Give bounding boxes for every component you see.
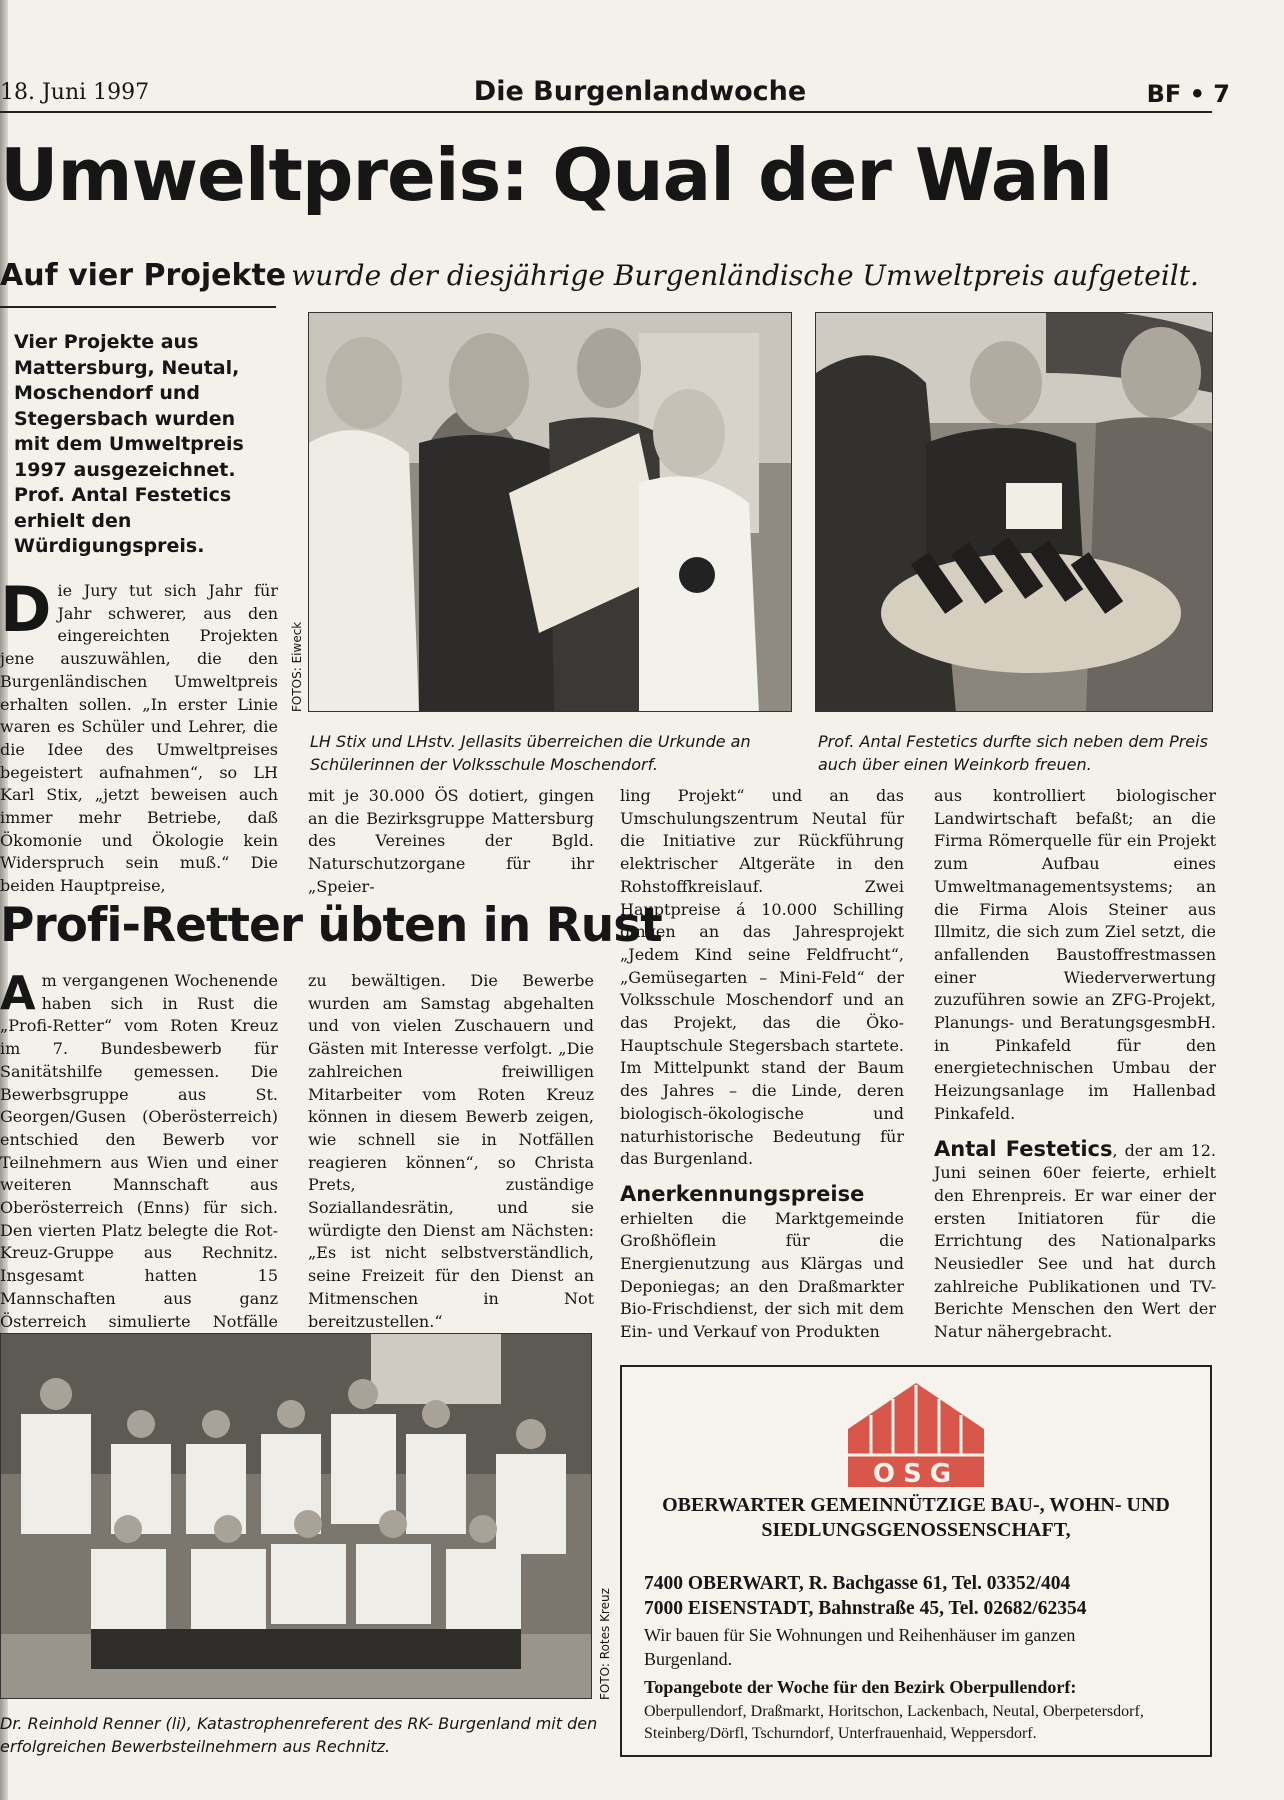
article1-column-1 (0, 573, 278, 898)
osg-logo (846, 1381, 986, 1493)
places-list: Oberpullendorf, Draßmarkt, Horitschon, Lackenbach, Neutal, Oberpetersdorf, Steinberg/Dörfl, Tschurndorf, Unterfrauenhaid, Weppersdorf. (644, 1703, 1144, 1742)
photo-wine-basket (815, 312, 1213, 712)
osg-advertisement (620, 1365, 1212, 1757)
article1-column-3 (620, 785, 904, 1344)
header-rule (0, 111, 1212, 113)
article1-column-3-text: ling Projekt“ und an das Umschulungszentrum Neutal für die Initiative zur Rückführung elektrischer Altgeräte in den Rohstoffkreislauf. Zwei Hauptpreise á 10.000 Schilling gingen an das Jahresprojekt „Jedem Kind seine Feldfrucht“, „Gemüsegarten – Mini-Feld“ der Volksschule Moschendorf und an das Projekt, das die Öko-Hauptschule Stegersbach startete. Im Mittelpunkt stand der Baum des Jahres – die Linde, deren biologisch-ökologische und naturhistorische Bedeutung für das Burgenland. (620, 786, 904, 1169)
subheadline (0, 258, 1240, 294)
photo-red-cross-team (0, 1333, 592, 1699)
ad-slogan: Wir bauen für Sie Wohnungen und Reihenhäuser im ganzen Burgenland. (644, 1625, 1076, 1669)
article2-column-1 (0, 966, 278, 1356)
anerkennungspreise-paragraph (620, 1183, 904, 1344)
festetics-heading: Antal Festetics (934, 1136, 1113, 1161)
subheadline-strong: Auf vier Projekte (0, 258, 287, 293)
article2-column-2: zu bewältigen. Die Bewerbe wurden am Samstag abgehalten und von vielen Zuschauern und Gästen mit Interesse verfolgt. „Die zahlreichen freiwilligen Mitarbeiter vom Roten Kreuz können in diesem Bewerb zeigen, wie schnell sie in Notfällen reagieren können“, so Christa Prets, zuständige Soziallandesrätin, und sie würdigte den Dienst am Nächsten: „Es ist nicht selbstverständlich, seine Freizeit für den Dienst an Mitmenschen in Not bereitzustellen.“ (308, 971, 594, 1331)
article2-column-1-text: m vergangenen Wochenende haben sich in Rust die „Profi-Retter“ vom Roten Kreuz im 7. Bundesbewerb für Sanitätshilfe gemessen. Die Bewerbsgruppe aus St. Georgen/Gusen (Oberösterreich) entschied den Bewerb vor Teilnehmern aus Wien und einer weiteren Mannschaft aus Oberösterreich (Enns) für sich. Den vierten Platz belegte die Rot-Kreuz-Gruppe aus Rechnitz. Insgesamt hatten 15 Mannschaften aus ganz Österreich simulierte Notfälle (0, 971, 278, 1331)
festetics-text: , der am 12. Juni seinen 60er feierte, erhielt den Ehrenpreis. Er war einer der ersten Initiatoren für die Errichtung des Nationalparks Neusiedler See und hat durch zahlreiche Publikationen und TV-Berichte Menschen den Wert der Natur nähergebracht. (934, 1140, 1217, 1342)
article2-drop-cap: A (0, 966, 36, 1020)
festetics-paragraph (934, 1138, 1216, 1344)
lead-paragraph: Vier Projekte aus Mattersburg, Neutal, Moschendorf und Stegersbach wurden mit dem Umweltpreis 1997 ausgezeichnet. Prof. Antal Festetics erhielt den Würdigungspreis. (14, 331, 244, 557)
photo1-caption: LH Stix und LHstv. Jellasits überreichen die Urkunde an Schülerinnen der Volksschule Moschendorf. (310, 732, 751, 774)
article1-column-4-text: aus kontrolliert biologischer Landwirtschaft befaßt; an die Firma Römerquelle für ein Projekt zum Aufbau eines Umweltmanagementsystems; an die Firma Alois Steiner aus Illmitz, die sich zum Ziel setzt, die anfallenden Baustoffrestmassen einer Wiederverwertung zuzuführen sowie an ZFG-Projekt, Planungs- und BeratungsgesmbH. in Pinkafeld für den energietechnischen Umbau der Heizungsanlage im Hallenbad Pinkafeld. (934, 786, 1216, 1123)
photo3-caption: Dr. Reinhold Renner (li), Katastrophenreferent des RK- Burgenland mit den erfolgreichen Bewerbsteilnehmern aus Rechnitz. (0, 1714, 598, 1756)
top-offers-heading: Topangebote der Woche für den Bezirk Oberpullendorf: (644, 1677, 1077, 1697)
photo3-credit: FOTO: Rotes Kreuz (598, 1588, 612, 1700)
second-headline: Profi-Retter übten in Rust (0, 898, 662, 953)
address-oberwart: 7400 OBERWART, R. Bachgasse 61, Tel. 03352/404 (644, 1573, 1071, 1594)
address-eisenstadt: 7000 EISENSTADT, Bahnstraße 45, Tel. 02682/62354 (644, 1598, 1087, 1619)
subheadline-rest: wurde der diesjährige Burgenländische Umweltpreis aufgeteilt. (291, 259, 1199, 292)
page-number: BF • 7 (1146, 80, 1230, 108)
osg-logo-text: OSG (872, 1459, 960, 1489)
photo-award-ceremony (308, 312, 792, 712)
anerkennungspreise-text: erhielten die Marktgemeinde Großhöflein für die Energienutzung aus Klärgas und Deponiegas; an den Draßmarkter Bio-Frischdienst, der sich mit dem Ein- und Verkauf von Produkten (620, 1208, 904, 1342)
article1-column-2: mit je 30.000 ÖS dotiert, gingen an die Bezirksgruppe Mattersburg des Vereines der Bgld. Naturschutzorgane für ihr „Speier- (308, 786, 594, 896)
photo2-caption: Prof. Antal Festetics durfte sich neben dem Preis auch über einen Weinkorb freuen. (818, 732, 1208, 774)
main-headline: Umweltpreis: Qual der Wahl (0, 133, 1113, 217)
newspaper-title: Die Burgenlandwoche (473, 76, 807, 107)
anerkennungspreise-heading: Anerkennungspreise (620, 1181, 865, 1206)
issue-date: 18. Juni 1997 (0, 80, 150, 105)
addresses (644, 1571, 1204, 1621)
cooperative-name: OBERWARTER GEMEINNÜTZIGE BAU-, WOHN- UND SIEDLUNGSGENOSSENSCHAFT, (662, 1494, 1170, 1541)
article1-column-4 (934, 785, 1216, 1344)
drop-cap: D (0, 573, 52, 646)
article1-column-1-text: ie Jury tut sich Jahr für Jahr schwerer, aus den eingereichten Projekten jene auszuwählen, die den Burgenländischen Umweltpreis erhalten sollen. „In erster Linie waren es Schüler und Lehrer, die die Idee des Umweltpreises begeistert aufnahmen“, so LH Karl Stix, „jetzt beweisen auch immer mehr Betriebe, daß Ökomonie und Ökologie kein Widerspruch sein muß.“ Die beiden Hauptpreise, (0, 581, 278, 896)
subheadline-rule (0, 306, 276, 308)
photo1-credit: FOTOS: Eiweck (290, 621, 304, 712)
